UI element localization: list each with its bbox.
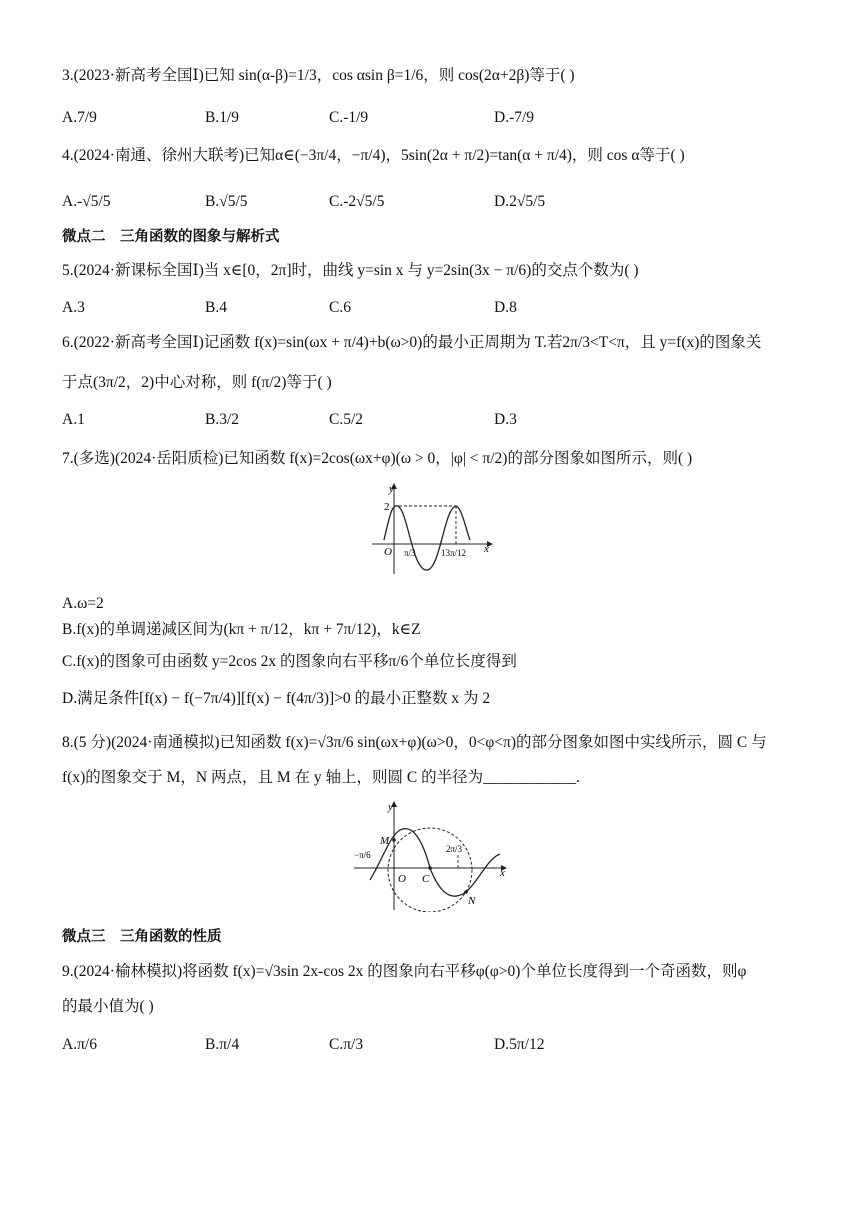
section-title-3: 微点三 三角函数的性质 bbox=[62, 929, 222, 945]
question-3-stem: 3.(2023·新高考全国Ⅰ)已知 sin(α-β)=1/3，cos αsin β=1/6，则 cos(2α+2β)等于( ) bbox=[62, 67, 575, 84]
choice-c: C.-2√5/5 bbox=[329, 193, 385, 210]
choice-a: A.1 bbox=[62, 411, 85, 428]
choice-b: B.3/2 bbox=[205, 411, 240, 428]
question-7-option-d: D.满足条件[f(x) − f(−7π/4)][f(x) − f(4π/3)]>0 的最小正整数 x 为 2 bbox=[62, 690, 491, 707]
choice-a: A.7/9 bbox=[62, 109, 97, 126]
choice-c: C.6 bbox=[329, 299, 351, 316]
tick-2pi-over-3: 2π/3 bbox=[446, 844, 463, 854]
choice-b: B.1/9 bbox=[205, 109, 240, 126]
y-axis-label: y bbox=[389, 483, 394, 495]
question-7-option-c: C.f(x)的图象可由函数 y=2cos 2x 的图象向右平移π/6个单位长度得到 bbox=[62, 653, 517, 670]
tick-neg-pi-over-6: −π/6 bbox=[354, 850, 371, 860]
label-origin: O bbox=[398, 873, 406, 885]
x-axis-label: x bbox=[484, 543, 489, 555]
choice-a: A.-√5/5 bbox=[62, 193, 111, 210]
y-tick-2: 2 bbox=[384, 501, 390, 513]
choice-c: C.5/2 bbox=[329, 411, 364, 428]
choice-d: D.8 bbox=[494, 299, 517, 316]
question-8-stem-line1: 8.(5 分)(2024·南通模拟)已知函数 f(x)=√3π/6 sin(ωx+φ)(ω>0，0<φ<π)的部分图象如图中实线所示，圆 C 与 bbox=[62, 734, 767, 751]
tick-13pi-over-12: 13π/12 bbox=[441, 548, 467, 558]
question-5-stem: 5.(2024·新课标全国Ⅰ)当 x∈[0，2π]时，曲线 y=sin x 与 y=2sin(3x − π/6)的交点个数为( ) bbox=[62, 262, 639, 279]
question-7-option-b: B.f(x)的单调递减区间为(kπ + π/12，kπ + 7π/12)，k∈Z bbox=[62, 621, 421, 638]
choice-b: B.√5/5 bbox=[205, 193, 248, 210]
question-9-stem-line1: 9.(2024·榆林模拟)将函数 f(x)=√3sin 2x-cos 2x 的图象向右平移φ(φ>0)个单位长度得到一个奇函数，则φ bbox=[62, 963, 747, 980]
question-7-graph bbox=[368, 478, 498, 576]
circle-c bbox=[388, 828, 472, 912]
question-9-stem-line2: 的最小值为( ) bbox=[62, 998, 154, 1015]
tick-pi-over-3: π/3 bbox=[404, 548, 416, 558]
question-6-stem-line1: 6.(2022·新高考全国Ⅰ)记函数 f(x)=sin(ωx + π/4)+b(ω>0)的最小正周期为 T.若2π/3<T<π，且 y=f(x)的图象关 bbox=[62, 334, 762, 351]
label-m: M bbox=[380, 835, 390, 847]
point-c bbox=[428, 866, 432, 870]
question-7-option-a: A.ω=2 bbox=[62, 595, 104, 612]
choice-d: D.5π/12 bbox=[494, 1036, 545, 1053]
choice-d: D.3 bbox=[494, 411, 517, 428]
question-7-stem: 7.(多选)(2024·岳阳质检)已知函数 f(x)=2cos(ωx+φ)(ω > 0，|φ| < π/2)的部分图象如图所示，则( ) bbox=[62, 450, 693, 467]
origin-label: O bbox=[384, 546, 392, 558]
choice-d: D.2√5/5 bbox=[494, 193, 546, 210]
cosine-curve bbox=[384, 506, 470, 570]
choice-c: C.-1/9 bbox=[329, 109, 369, 126]
label-n: N bbox=[468, 895, 476, 907]
choice-a: A.π/6 bbox=[62, 1036, 97, 1053]
question-8-stem-line2: f(x)的图象交于 M，N 两点，且 M 在 y 轴上，则圆 C 的半径为____________. bbox=[62, 769, 580, 786]
choice-a: A.3 bbox=[62, 299, 85, 316]
question-8-graph bbox=[350, 796, 510, 912]
choice-b: B.4 bbox=[205, 299, 227, 316]
y-axis-label: y bbox=[388, 801, 393, 813]
point-n bbox=[464, 890, 468, 894]
choice-d: D.-7/9 bbox=[494, 109, 535, 126]
question-6-stem-line2: 于点(3π/2，2)中心对称，则 f(π/2)等于( ) bbox=[62, 374, 332, 391]
label-c: C bbox=[422, 873, 430, 885]
sine-curve bbox=[370, 829, 500, 897]
point-m bbox=[392, 838, 396, 842]
choice-c: C.π/3 bbox=[329, 1036, 364, 1053]
section-title-2: 微点二 三角函数的图象与解析式 bbox=[62, 229, 280, 245]
x-axis-label: x bbox=[500, 867, 505, 879]
choice-b: B.π/4 bbox=[205, 1036, 240, 1053]
question-4-stem: 4.(2024·南通、徐州大联考)已知α∈(−3π/4，−π/4)，5sin(2α + π/2)=tan(α + π/4)，则 cos α等于( ) bbox=[62, 147, 685, 164]
